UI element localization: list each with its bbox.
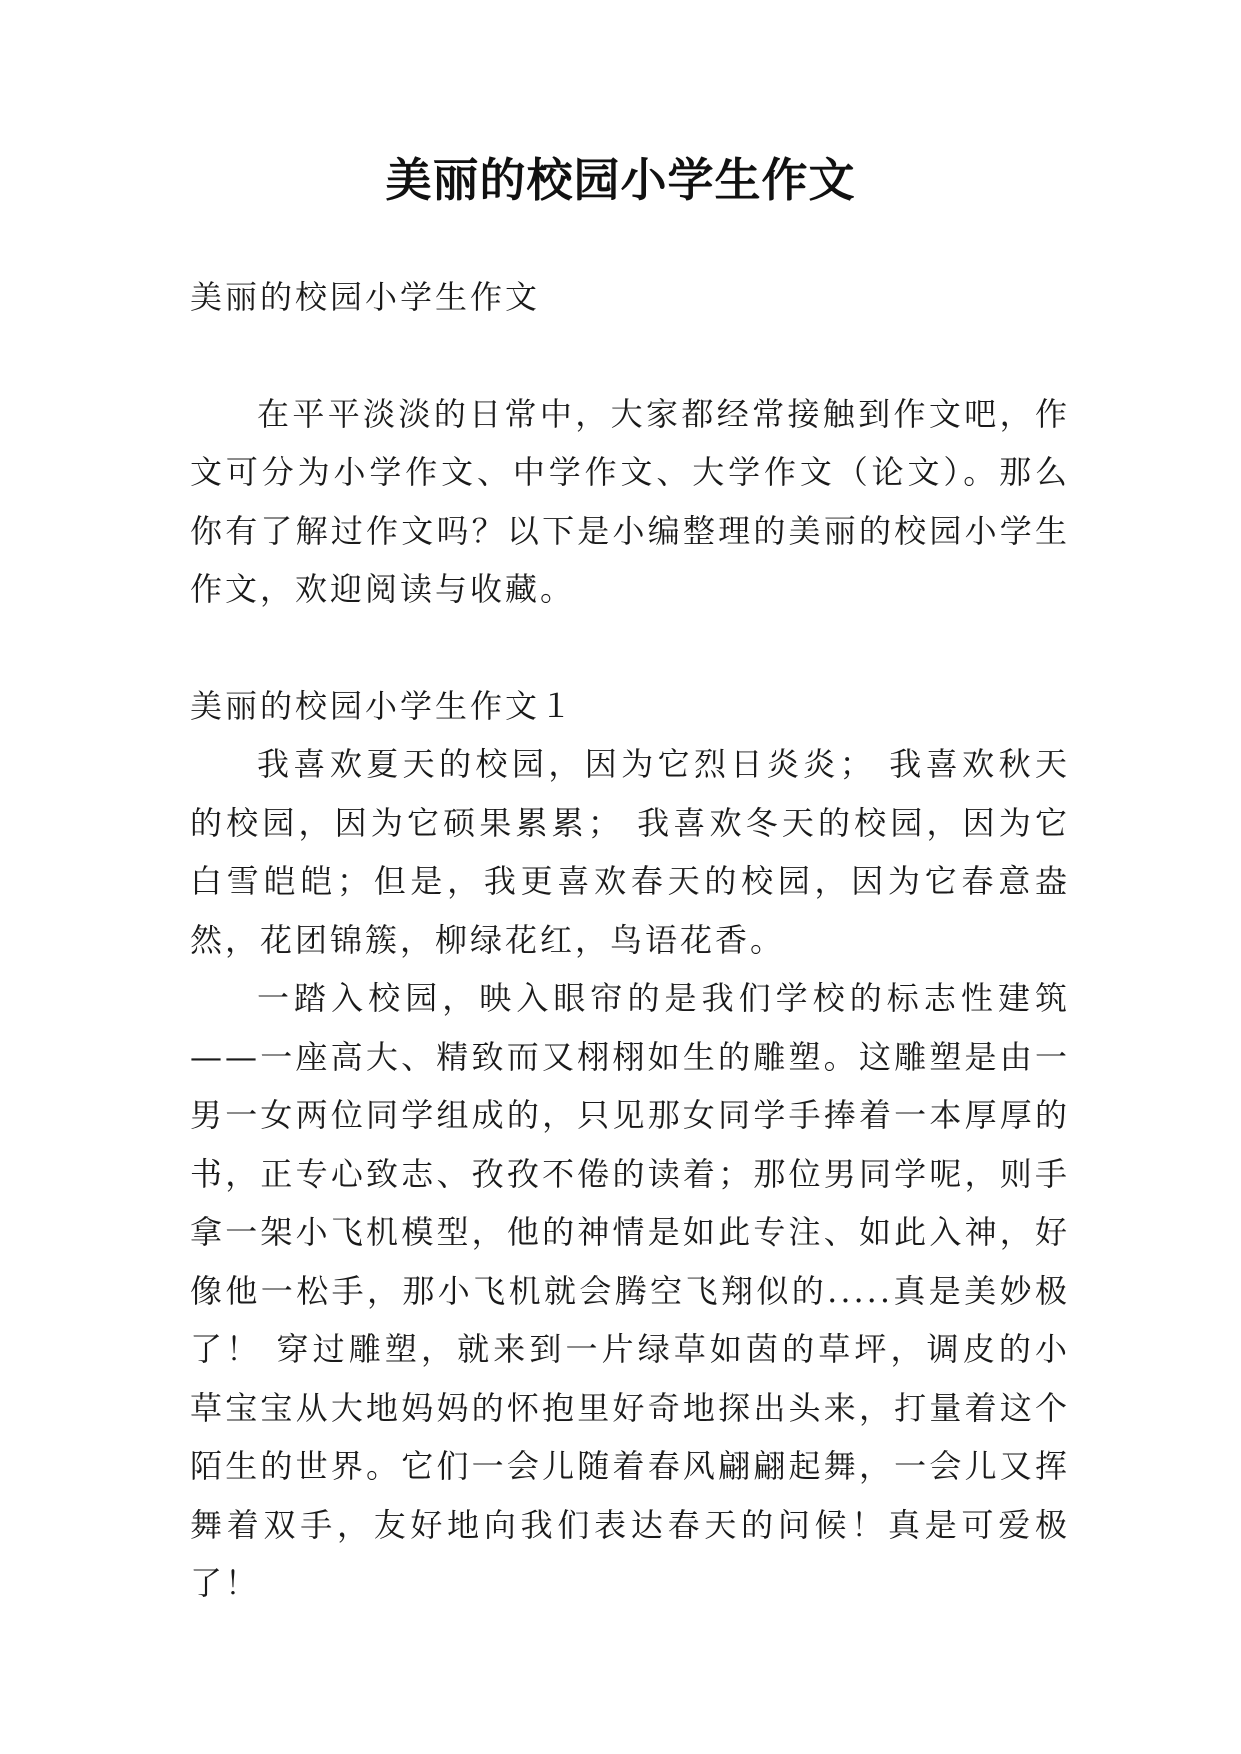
- section-heading: 美丽的校园小学生作文１: [190, 686, 576, 725]
- document-title: 美丽的校园小学生作文: [385, 153, 856, 207]
- document-subtitle: 美丽的校园小学生作文: [190, 278, 541, 316]
- body-paragraph: 我喜欢夏天的校园，因为它烈日炎炎； 我喜欢秋天的校园，因为它硕果累累； 我喜欢冬天的校园，因为它白雪皑皑；但是，我更喜欢春天的校园，因为它春意盎然，花团锦簇，柳绿花红，鸟语花香。: [190, 745, 1070, 959]
- body-paragraph: 一踏入校园，映入眼帘的是我们学校的标志性建筑——一座高大、精致而又栩栩如生的雕塑。这雕塑是由一男一女两位同学组成的，只见那女同学手捧着一本厚厚的书，正专心致志、孜孜不倦的读着；那位男同学呢，则手拿一架小飞机模型，他的神情是如此专注、如此入神，好像他一松手，那小飞机就会腾空飞翔似的.....真是美妙极了！ 穿过雕塑，就来到一片绿草如茵的草坪，调皮的小草宝宝从大地妈妈的怀抱里好奇地探出头来，打量着这个陌生的世界。它们一会儿随着春风翩翩起舞，一会儿又挥舞着双手，友好地向我们表达春天的问候！真是可爱极了！: [190, 979, 1070, 1602]
- document-body: [190, 268, 1070, 1613]
- intro-paragraph: 在平平淡淡的日常中，大家都经常接触到作文吧，作文可分为小学作文、中学作文、大学作文（论文）。那么你有了解过作文吗？以下是小编整理的美丽的校园小学生作文，欢迎阅读与收藏。: [190, 394, 1070, 608]
